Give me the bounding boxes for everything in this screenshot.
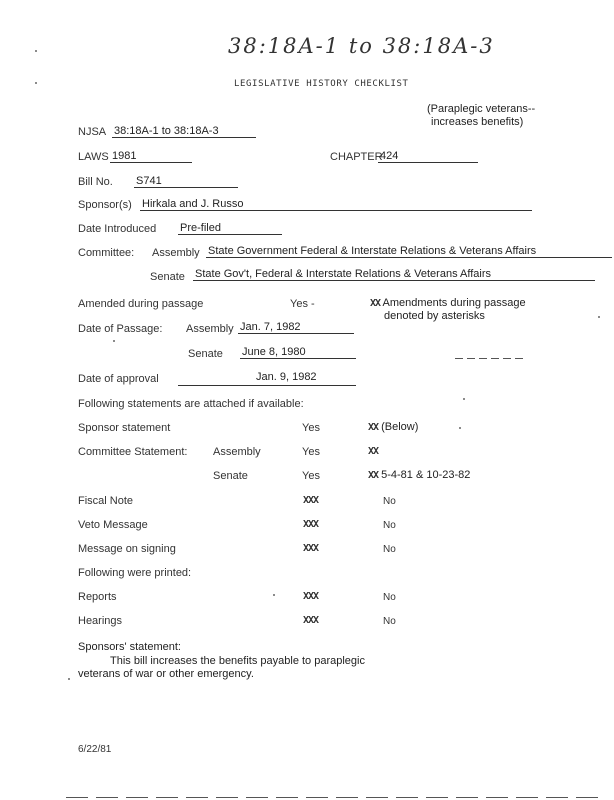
document-title: LEGISLATIVE HISTORY CHECKLIST: [234, 79, 409, 89]
sponsors-value: Hirkala and J. Russo: [140, 198, 532, 211]
scan-speck: [35, 82, 37, 84]
sponsors-label: Sponsor(s): [78, 199, 132, 211]
bill-value: S741: [134, 175, 238, 188]
note-line-2: increases benefits): [431, 116, 524, 128]
note-line-1: (Paraplegic veterans--: [427, 103, 536, 115]
scan-dash: [516, 797, 538, 798]
scan-dash: [186, 797, 208, 798]
passage-senate-value: June 8, 1980: [240, 346, 356, 359]
amended-note: [370, 297, 526, 323]
fiscal-note-no: No: [383, 496, 396, 507]
sponsor-statement-no: XX (Below): [368, 421, 419, 433]
scan-dash: [306, 797, 328, 798]
committee-statement-label: Committee Statement:: [78, 446, 188, 458]
scan-dash: [126, 797, 148, 798]
approval-underline: [178, 385, 356, 386]
committee-statement-assembly-no: XX: [368, 446, 379, 457]
scan-dash: [216, 797, 238, 798]
scan-dash: [336, 797, 358, 798]
sponsors-statement-heading: Sponsors' statement:: [78, 641, 181, 653]
scan-dash: [246, 797, 268, 798]
message-signing-yes-mark: XXX: [303, 543, 319, 554]
hearings-label: Hearings: [78, 615, 123, 627]
scan-dash: [396, 797, 418, 798]
njsa-label: NJSA: [78, 126, 107, 138]
strikeout-mark: XX: [370, 298, 381, 309]
approval-value: Jan. 9, 1982: [256, 371, 317, 383]
message-signing-label: Message on signing: [78, 543, 176, 555]
note: [427, 103, 535, 129]
scan-dash: [546, 797, 568, 798]
handwritten-header: 38:18A-1 to 38:18A-3: [228, 34, 495, 58]
reports-no: No: [383, 592, 396, 603]
footer-date: 6/22/81: [78, 744, 112, 755]
reports-label: Reports: [78, 591, 117, 603]
amended-yes: Yes -: [290, 298, 315, 310]
scan-dash: [66, 797, 88, 798]
hearings-yes-mark: XXX: [303, 615, 319, 626]
sponsors-statement-line-2: veterans of war or other emergency.: [78, 668, 254, 680]
committee-statement-senate-yes: Yes: [302, 470, 320, 482]
committee-statement-assembly: Assembly: [213, 446, 261, 458]
fiscal-note-label: Fiscal Note: [78, 495, 134, 507]
sponsors-statement: [78, 641, 365, 682]
scan-dash: [366, 797, 388, 798]
veto-message-label: Veto Message: [78, 519, 148, 531]
committee-senate-value: State Gov't, Federal & Interstate Relations & Veterans Affairs: [193, 268, 595, 281]
passage-assembly-label: Assembly: [186, 323, 234, 335]
veto-message-no: No: [383, 520, 396, 531]
message-signing-no: No: [383, 544, 396, 555]
amended-label: Amended during passage: [78, 298, 204, 310]
chapter-label: CHAPTER: [330, 151, 383, 163]
hearings-no: No: [383, 616, 396, 627]
date-introduced-value: Pre-filed: [178, 222, 282, 235]
scan-dash: [576, 797, 598, 798]
scan-dash: [96, 797, 118, 798]
committee-assembly-value: State Government Federal & Interstate Relations & Veterans Affairs: [206, 245, 612, 258]
amended-note-line-2: denoted by asterisks: [384, 310, 485, 322]
passage-label: Date of Passage:: [78, 323, 163, 335]
statements-heading: Following statements are attached if available:: [78, 398, 304, 410]
reports-yes-mark: XXX: [303, 591, 319, 602]
committee-statement-assembly-yes: Yes: [302, 446, 320, 458]
scan-dash: [479, 358, 487, 359]
committee-statement-senate: Senate: [213, 470, 248, 482]
njsa-value: 38:18A-1 to 38:18A-3: [112, 125, 256, 138]
bill-label: Bill No.: [78, 176, 113, 188]
committee-assembly-label: Assembly: [152, 247, 200, 259]
scan-speck: [459, 427, 461, 429]
committee-statement-senate-no: XX 5-4-81 & 10-23-82: [368, 469, 471, 481]
committee-senate-label: Senate: [150, 271, 185, 283]
committee-label: Committee:: [78, 247, 135, 259]
printed-heading: Following were printed:: [78, 567, 192, 579]
amended-note-line-1: Amendments during passage: [382, 297, 526, 309]
passage-senate-label: Senate: [188, 348, 223, 360]
scan-dash: [455, 358, 463, 359]
scan-speck: [463, 398, 465, 400]
scan-speck: [113, 340, 115, 342]
passage-assembly-value: Jan. 7, 1982: [238, 321, 354, 334]
scan-speck: [68, 678, 70, 680]
scan-dash: [156, 797, 178, 798]
veto-message-yes-mark: XXX: [303, 519, 319, 530]
sponsors-statement-line-1: This bill increases the benefits payable to paraplegic: [110, 654, 365, 667]
sponsor-statement-label: Sponsor statement: [78, 422, 171, 434]
scan-dash: [276, 797, 298, 798]
scan-speck: [35, 50, 37, 52]
scan-speck: [598, 316, 600, 318]
sponsor-statement-yes: Yes: [302, 422, 320, 434]
fiscal-note-yes-mark: XXX: [303, 495, 319, 506]
scan-dash: [456, 797, 478, 798]
laws-label: LAWS: [78, 151, 109, 163]
approval-label: Date of approval: [78, 373, 159, 385]
scan-dash: [503, 358, 511, 359]
scan-dash: [426, 797, 448, 798]
chapter-value: 424: [378, 150, 478, 163]
laws-value: 1981: [110, 150, 192, 163]
scan-dash: [486, 797, 508, 798]
scan-dash: [515, 358, 523, 359]
scan-dash: [467, 358, 475, 359]
scan-dash: [491, 358, 499, 359]
date-introduced-label: Date Introduced: [78, 223, 157, 235]
scan-speck: [273, 594, 275, 596]
